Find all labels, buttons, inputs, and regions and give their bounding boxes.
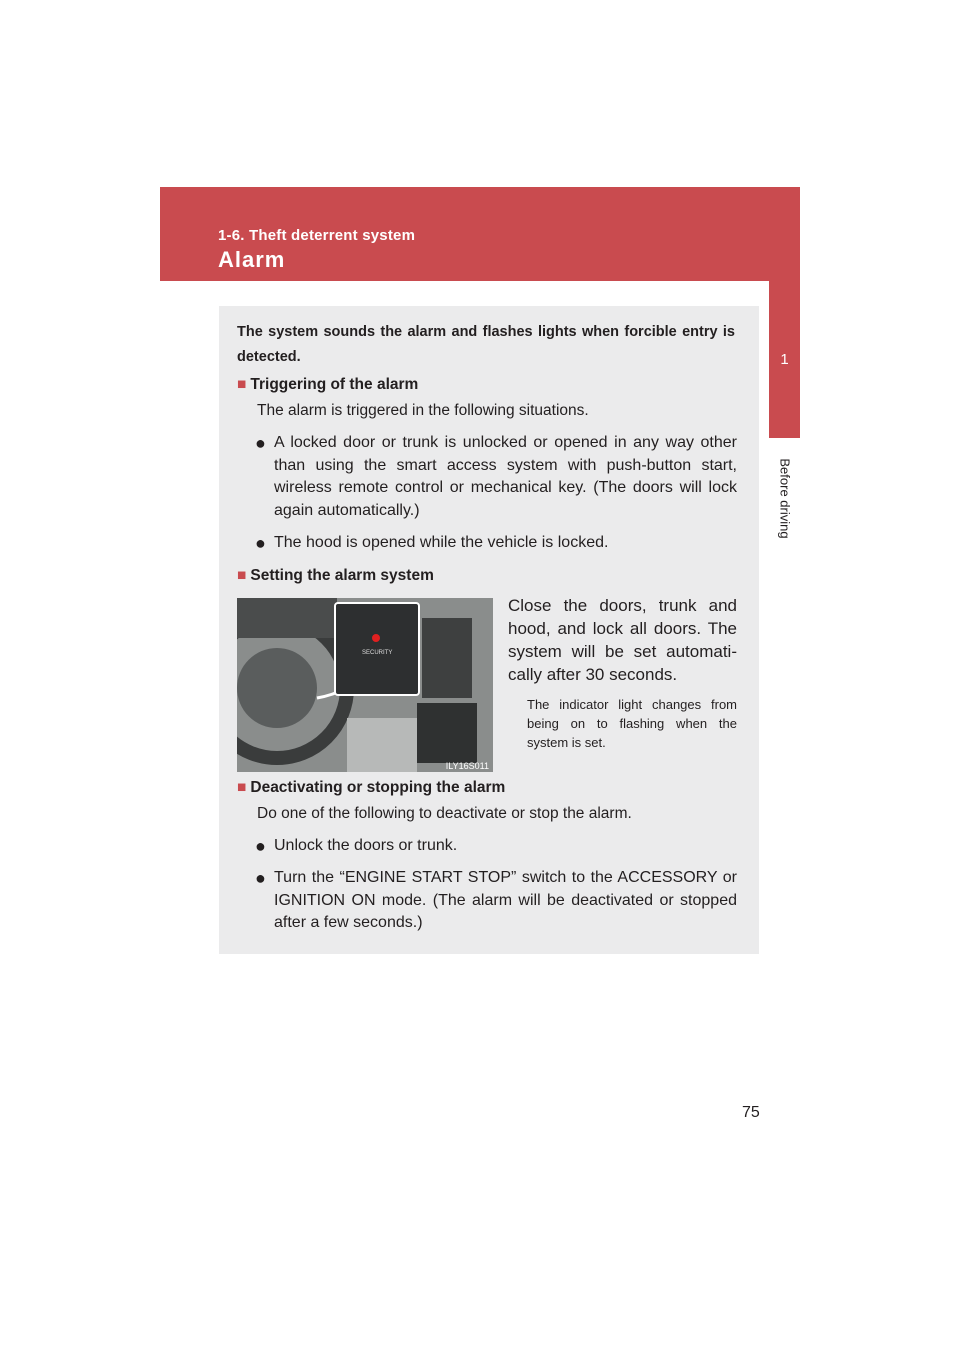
list-item-text: Unlock the doors or trunk. <box>274 837 458 854</box>
list-item <box>255 532 737 555</box>
security-indicator-figure <box>237 598 493 772</box>
instruction-line: Close the doors, trunk and <box>508 596 737 615</box>
setting-note <box>527 695 737 752</box>
heading-triggering <box>237 374 418 396</box>
section-header <box>160 187 800 281</box>
chapter-label <box>768 446 802 550</box>
setting-instruction <box>508 594 737 686</box>
intro-text: The system sounds the alarm and flashes lights when forcible entry is detected. <box>237 324 735 365</box>
chapter-number: 1 <box>780 351 789 368</box>
heading-text: Triggering of the alarm <box>250 376 419 393</box>
chapter-tab[interactable] <box>769 281 800 438</box>
square-bullet-icon: ■ <box>237 567 247 584</box>
bullet-icon: ● <box>255 868 266 888</box>
note-rest: being on to flashing when the system is set. <box>527 716 737 750</box>
triggering-body: The alarm is triggered in the following situations. <box>257 402 589 419</box>
list-item-text: Turn the “ENGINE START STOP” switch to the ACCESSORY or IGNITION ON mode. (The alarm will be deactivated or stopped after a few seconds.) <box>274 869 737 931</box>
list-item-text: The hood is opened while the vehicle is locked. <box>274 534 609 551</box>
chapter-label-text: Before driving <box>777 457 793 539</box>
bullet-icon: ● <box>255 533 266 553</box>
heading-text: Setting the alarm system <box>250 567 434 584</box>
deactivating-body: Do one of the following to deactivate or stop the alarm. <box>257 805 632 822</box>
list-item-text: A locked door or trunk is unlocked or opened in any way other than using the smart access system with push-button start, wireless remote control or mechanical key. (The doors will lock again automatically.) <box>274 434 737 519</box>
bullet-icon: ● <box>255 836 266 856</box>
security-label: SECURITY <box>362 650 393 656</box>
list-item <box>255 867 737 935</box>
content-panel <box>219 306 759 954</box>
instruction-rest: hood, and lock all doors. The system will be set automati-cally after 30 seconds. <box>508 619 737 684</box>
page-number: 75 <box>742 1104 760 1121</box>
list-item <box>255 835 737 858</box>
square-bullet-icon: ■ <box>237 779 247 796</box>
heading-deactivating <box>237 777 505 799</box>
square-bullet-icon: ■ <box>237 376 247 393</box>
indicator-light-icon <box>372 634 380 642</box>
section-label: 1-6. Theft deterrent system <box>218 227 416 244</box>
heading-text: Deactivating or stopping the alarm <box>250 779 506 796</box>
note-line: The indicator light changes from <box>527 697 737 712</box>
figure-code: ILY16S011 <box>445 761 489 771</box>
bullet-icon: ● <box>255 433 266 453</box>
list-item <box>255 432 737 522</box>
heading-setting <box>237 565 434 587</box>
security-callout <box>334 602 420 696</box>
page-title: Alarm <box>218 247 286 272</box>
